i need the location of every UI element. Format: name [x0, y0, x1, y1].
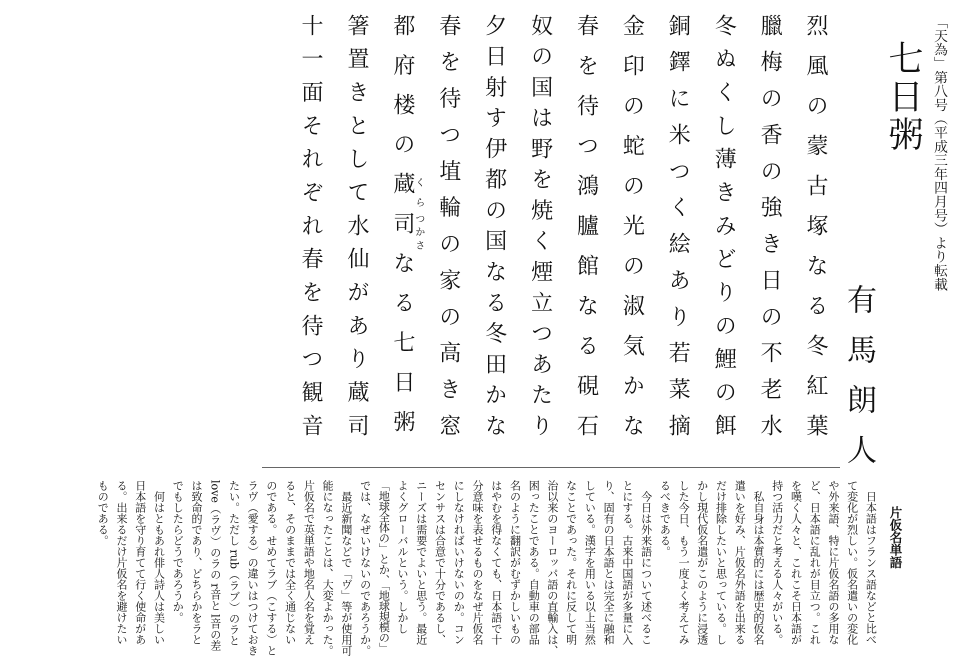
- essay-line: 分意味を表せるものをなぜ片仮名: [470, 480, 484, 645]
- essay-line: 遣いを好み、片仮名外語を出来る: [733, 480, 747, 645]
- essay-line: て変化が烈しい。仮名遣いの変化: [845, 480, 859, 645]
- haiku-text: 春を待つ鴻臚館なる硯石: [573, 14, 599, 454]
- essay-line: 今日は外来語について述べるこ: [639, 491, 653, 645]
- source-note: 「天為」第八号（平成三年四月号）より転載: [931, 15, 947, 291]
- essay-line: ど、日本語に乱れが目立つ。これ: [808, 480, 822, 645]
- essay-line: る。出来るだけ片仮名を避けたい: [115, 480, 129, 645]
- haiku-text: 金印の蛇の光の淑気かな: [619, 14, 645, 454]
- ruby-tsukasa: [389, 212, 424, 252]
- haiku-line: [333, 14, 379, 448]
- essay-line: よくグローバルという。しかし: [396, 480, 410, 634]
- haiku-segment: 都府楼の: [389, 14, 415, 173]
- essay-line: にしなければいけないのか。コン: [452, 480, 466, 645]
- essay-body: [93, 480, 880, 660]
- haiku-line: [563, 14, 609, 454]
- essay-line: や外来語、特に片仮名語の多用な: [826, 480, 840, 645]
- haiku-text: [389, 14, 424, 450]
- author-name: 有馬朗人: [841, 284, 876, 484]
- essay-line: 何はともあれ俳人詩人は美しい: [152, 491, 166, 645]
- essay-line: はやむを得なくても、日本語で十: [489, 480, 503, 645]
- essay-line: 日本語はフランス語などと比べ: [864, 491, 878, 645]
- poem-title: 七日粥: [883, 40, 923, 154]
- haiku-line: [700, 14, 746, 448]
- essay-heading: 片仮名単語: [888, 506, 903, 569]
- haiku-text: 箸置きとして水仙があり蔵司: [343, 14, 369, 448]
- haiku-line: [287, 14, 333, 448]
- haiku-text: 夕日射す伊都の国なる冬田かな: [481, 14, 507, 445]
- essay-line: ラヴ（愛する）の違いはつけておき: [246, 480, 260, 656]
- essay-line: は致命的であり、どちらかをラと: [189, 480, 203, 645]
- haiku-text: 奴の国は野を焼く煙立つあたり: [527, 14, 553, 445]
- essay-line: 治以来のヨーロッパ語の直輸入は、: [545, 480, 559, 656]
- haiku-line: [471, 14, 517, 445]
- essay-line: るべきである。: [658, 480, 672, 557]
- haiku-line: [792, 14, 838, 454]
- essay-line: した今日、もう一度よく考えてみ: [677, 480, 691, 645]
- essay-line: たい。ただし rub（ラブ）のラと: [227, 480, 241, 646]
- essay-line: 日本語を守り育てて行く使命があ: [133, 480, 147, 645]
- section-divider: [262, 467, 840, 468]
- ruby-base: 司: [389, 212, 415, 252]
- haiku-segment: なる七日粥: [389, 251, 415, 450]
- essay-line: のである。せめてラブ（こする）と: [264, 480, 278, 656]
- essay-line: センサスは合意で十分であるし、: [433, 480, 447, 645]
- haiku-text: 十一面それぞれ春を待つ観音: [298, 14, 324, 448]
- essay-line: ものである。: [96, 480, 110, 546]
- essay-line: 持つ活力だと考える人々がいる。: [770, 480, 784, 645]
- haiku-text: 烈風の蒙古塚なる冬紅葉: [803, 14, 828, 454]
- essay-line: 名のように翻訳がむずかしいもの: [508, 480, 522, 645]
- essay-line: 「地球全体の」とか、「地球規模の」: [377, 480, 391, 653]
- haiku-text: 冬ぬくし薄きみどりの鯉の餌: [711, 14, 737, 448]
- essay-line: とにする。古来中国語が多量に入: [620, 480, 634, 645]
- essay-line: かし現代仮名遣がこのように浸透: [695, 480, 709, 645]
- essay-line: なことであった。それに反して明: [564, 480, 578, 645]
- essay-line: ニーズは需要でよいと思う。最近: [414, 480, 428, 645]
- haiku-text: 臘梅の香の強き日の不老水: [757, 14, 783, 451]
- essay-line: 私自身は本質的には歴史的仮名: [752, 491, 765, 645]
- haiku-line: [608, 14, 654, 454]
- haiku-line: [746, 14, 792, 451]
- haiku-line: [654, 14, 700, 451]
- haiku-line-with-ruby: [379, 14, 425, 450]
- author-name-column: [841, 284, 876, 484]
- haiku-text: 春を待つ埴輪の家の高き窓: [435, 14, 461, 451]
- essay-line: ると、そのままでは全く通じない: [283, 480, 297, 645]
- ruby-kura: [389, 172, 424, 213]
- haiku-sequence: [287, 14, 838, 454]
- essay-line: を嘆く人々と、これこそ日本語が: [789, 480, 803, 645]
- haiku-text: 銅鐸に米つく絵あり若菜摘: [665, 14, 691, 451]
- essay-line: 困ったことである。自動車の部品: [527, 480, 541, 645]
- essay-line: している。漢字を用いる以上当然: [583, 480, 597, 645]
- essay-line: だけ排除したいと思っている。し: [714, 480, 728, 645]
- essay-line: でもしたらどうであろうか。: [171, 480, 185, 623]
- haiku-line: [517, 14, 563, 445]
- essay-line: love（ラヴ）のラの r音と l音の差: [208, 480, 222, 651]
- essay-line: では、なぜいけないのであろうか。: [358, 480, 372, 656]
- essay-line: 能になったことは、大変よかった。: [321, 480, 335, 656]
- ruby-base: 蔵: [389, 172, 415, 213]
- furigana: くら: [412, 172, 424, 212]
- essay-line: 最近新聞などで「ヴ」等が使用可: [339, 491, 353, 656]
- furigana: つかさ: [412, 212, 424, 252]
- haiku-line: [425, 14, 471, 451]
- essay-line: 片仮名で英単語や地名人名を覚え: [302, 480, 316, 645]
- essay-line: り、固有の日本語とは完全に融和: [602, 480, 616, 645]
